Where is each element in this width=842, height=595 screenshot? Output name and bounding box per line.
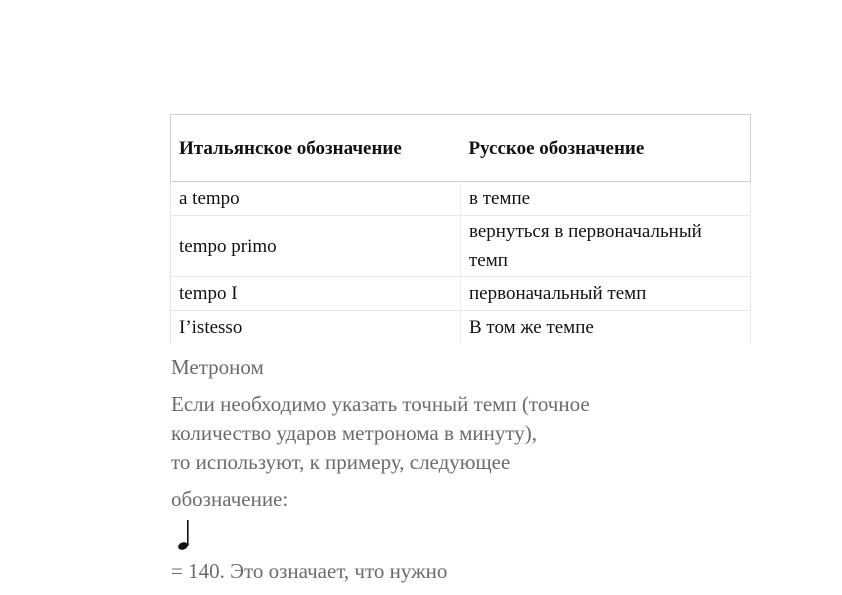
header-russian: Русское обозначение [461,115,751,182]
cell-russian: в темпе [461,182,751,216]
paragraph-line: то используют, к примеру, следующее [171,450,511,474]
cell-russian: первоначальный темп [461,277,751,311]
cell-italian: tempo primo [171,216,461,277]
table-row [171,277,751,311]
quarter-note-icon [177,517,193,553]
paragraph-line: Если необходимо указать точный темп (точное [171,392,590,416]
cell-italian: a tempo [171,182,461,216]
tempo-notation-line [171,481,811,589]
cell-italian: I’istesso [171,311,461,345]
notation-suffix: = 140. Это означает, что нужно [171,559,448,583]
notation-prefix: обозначение: [171,487,289,511]
table-row [171,216,751,277]
header-italian: Итальянское обозначение [171,115,461,182]
tempo-table [170,114,751,344]
cell-russian: вернуться в первоначальный темп [461,216,751,277]
section-heading: Метроном [171,355,264,379]
metronome-section [171,352,811,589]
table-row [171,311,751,345]
table-header-row [171,115,751,182]
table-row [171,182,751,216]
cell-russian: В том же темпе [461,311,751,345]
body-paragraph [171,390,811,589]
paragraph-line: количество ударов метронома в минуту), [171,421,538,445]
cell-italian: tempo I [171,277,461,311]
